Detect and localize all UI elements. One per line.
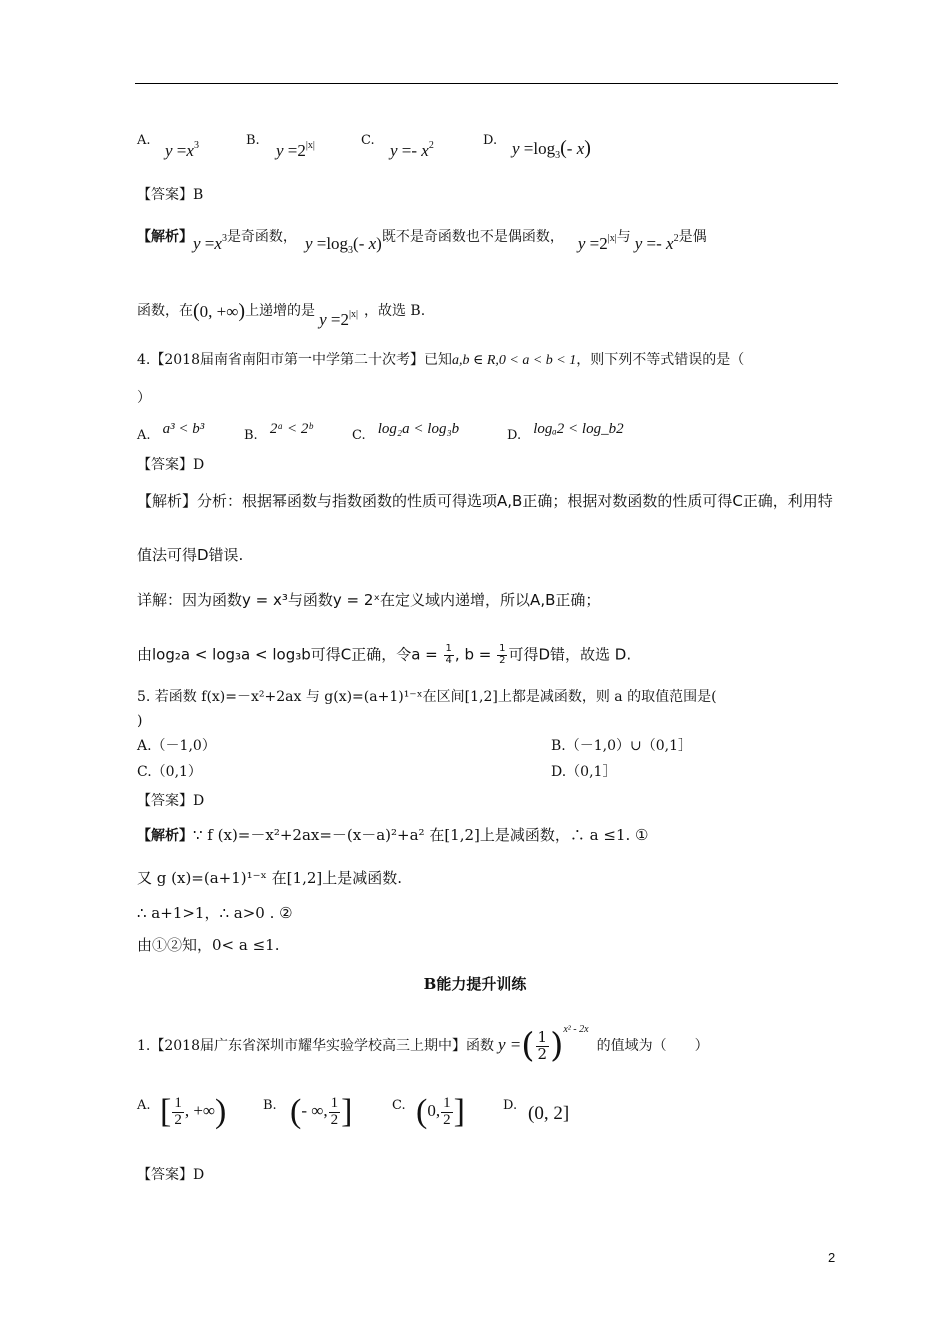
header-rule (135, 83, 838, 84)
option-rest: , +∞ (184, 1100, 216, 1120)
paren-close: ) (550, 1025, 564, 1066)
q4-analysis-line2: 值法可得D错误. (137, 546, 244, 564)
detail-text: , b = (454, 645, 497, 664)
frac-num: 1 (445, 643, 452, 654)
q-prev-option-d-math: $y =\log_3(-$ x) (512, 137, 591, 161)
option-label: D. (507, 428, 522, 443)
q-prev-option-d (483, 133, 497, 148)
q4-option-d (507, 421, 624, 444)
q5-analysis-2: 又 g (x)=(a+1)¹⁻ˣ 在[1,2]上是减函数. (137, 869, 403, 887)
option-lead: 0, (427, 1100, 441, 1120)
q5-analysis-4: 由①②知，0< a ≤1. (137, 936, 280, 954)
qb1-title-text: 1.【2018届广东省深圳市耀华实验学校高三上期中】函数 (137, 1038, 494, 1054)
q5-title-line2: ) (137, 713, 143, 729)
option-math: logₐ2 < log_b2 (533, 421, 624, 437)
frac-den: 4 (445, 654, 452, 666)
option-label: B. (246, 133, 260, 148)
analysis-tag: 【解析】 (137, 229, 193, 245)
qb1-answer: 【答案】D (137, 1167, 205, 1183)
q4-analysis-line1: 【解析】分析：根据幂函数与指数函数的性质可得选项A,B正确；根据对数函数的性质可得C正确，利用特 (137, 492, 833, 510)
option-lead: - ∞, (301, 1100, 328, 1120)
option-label: D. (483, 133, 498, 148)
qb1-option-d (503, 1098, 517, 1113)
analysis-text: 上递增的是 (245, 303, 316, 319)
q4-title-tail: ，则下列不等式错误的是（ (576, 352, 745, 368)
q5-title: 5. 若函数 f(x)=－x²+2ax 与 g(x)=(a+1)¹⁻ˣ在区间[1,2]上都是减函数，则 a 的取值范围是( (137, 689, 717, 705)
option-label: A. (137, 133, 151, 148)
analysis-text: 函数，在 (137, 303, 193, 319)
q-prev-option-c (361, 133, 375, 148)
q-prev-option-b (246, 133, 260, 148)
analysis-tag: 【解析】 (137, 828, 193, 844)
analysis-text: 是奇函数， (226, 229, 297, 245)
qb1-func-lhs: y = (498, 1035, 522, 1054)
q5-option-c: C.（0,1） (137, 764, 202, 780)
analysis-text: 是偶 (678, 229, 707, 245)
analysis-text: ，故选 B. (363, 303, 426, 319)
q4-detail-line2 (137, 644, 631, 666)
q4-title-text: 4.【2018届南省南阳市第一中学第二十次考】已知 (137, 352, 452, 368)
q-prev-analysis: 【解析】$y =x^3$是奇函数， $y =\log_3(-$ x)既不是奇函数也不是偶函数， $y =2^{|x|}$与 $y =- x^2$是偶 (137, 229, 707, 256)
qb1-title-tail: 的值域为（ ） (596, 1038, 709, 1054)
frac-num: 1 (174, 1094, 182, 1111)
frac-den: 2 (174, 1111, 182, 1128)
option-math: a³ < b³ (162, 421, 205, 437)
q4-option-c (352, 421, 460, 444)
qb1-option-c (392, 1098, 406, 1113)
page-number: 2 (828, 1250, 836, 1265)
option-label: C. (361, 133, 375, 148)
frac-num: 1 (537, 1027, 548, 1046)
q4-option-b (244, 421, 313, 444)
q-prev-option-b-math: $y =2^{|x|}$ (276, 140, 315, 160)
qb1-option-c-math: (0, $\frac{1}{2}$ ] (416, 1093, 465, 1130)
option-math: 2ᵃ < 2ᵇ (269, 421, 313, 437)
q4-title (137, 352, 744, 370)
qb1-option-b (263, 1098, 277, 1113)
analysis-text: ∵ f (x)=－x²+2ax=－(x－a)²+a² 在[1,2]上是减函数，∴ a ≤1. ① (193, 826, 649, 844)
qb1-option-a-math: [ $\frac{1}{2}$ , +∞) (160, 1093, 227, 1130)
frac-den: 2 (537, 1044, 548, 1063)
qb1-option-b-math: (- ∞, $\frac{1}{2}$ ] (290, 1093, 353, 1130)
q-prev-option-a-math: $y =x^3$ (165, 140, 199, 160)
q5-analysis-3: ∴ a+1>1，∴ a>0 . ② (137, 904, 293, 922)
q4-condition: a,b ∈ R,0 < a < b < 1 (452, 353, 577, 368)
q-prev-option-a (137, 133, 151, 148)
option-label: D. (503, 1098, 518, 1113)
option-label: B. (244, 428, 258, 443)
fraction-half (497, 644, 507, 666)
option-label: C. (352, 428, 366, 443)
detail-text: 可得D错，故选 D. (508, 645, 632, 664)
qb1-title (137, 1024, 709, 1066)
option-label: A. (137, 1098, 151, 1113)
frac-num: 1 (499, 643, 506, 654)
paren-open: ( (521, 1025, 535, 1066)
q4-title-line2: ） (137, 390, 151, 406)
qb1-option-a (137, 1098, 151, 1113)
analysis-text: 与 (616, 229, 631, 245)
qb1-func-fraction (536, 1027, 550, 1063)
q4-answer: 【答案】D (137, 457, 205, 473)
q5-option-b: B.（－1,0）∪（0,1］ (551, 738, 692, 754)
option-label: B. (263, 1098, 277, 1113)
q-prev-analysis-line2: 函数，在(0, +∞)上递增的是 $y =2^{|x|}$ ，故选 B. (137, 300, 426, 329)
option-label: A. (137, 428, 151, 443)
detail-text: 由log₂a < log₃a < log₃b可得C正确，令a = (137, 645, 443, 664)
frac-num: 1 (443, 1094, 451, 1111)
q5-option-a: A.（－1,0） (137, 738, 216, 754)
qb1-func-exponent: x² - 2x (563, 1024, 589, 1035)
q4-option-a (137, 421, 205, 444)
section-b-title: B能力提升训练 (423, 975, 527, 993)
q-prev-answer: 【答案】B (137, 187, 204, 203)
qb1-option-d-math: (0, 2] (528, 1103, 570, 1124)
option-label: C. (392, 1098, 406, 1113)
q5-analysis-1 (137, 826, 648, 845)
analysis-text: 既不是奇函数也不是偶函数， (381, 229, 564, 245)
frac-num: 1 (330, 1094, 339, 1111)
frac-den: 2 (443, 1111, 451, 1128)
option-math: log₂a < log₃b (377, 421, 460, 437)
q-prev-option-c-math: $y =- x^2$ (390, 140, 434, 160)
frac-den: 2 (499, 654, 506, 666)
q4-detail-line1: 详解：因为函数y = x³与函数y = 2ˣ在定义域内递增，所以A,B正确； (137, 591, 601, 609)
q5-option-d: D.（0,1］ (551, 764, 617, 780)
frac-den: 2 (330, 1111, 339, 1128)
q5-answer: 【答案】D (137, 793, 205, 809)
fraction-quarter (444, 644, 454, 666)
